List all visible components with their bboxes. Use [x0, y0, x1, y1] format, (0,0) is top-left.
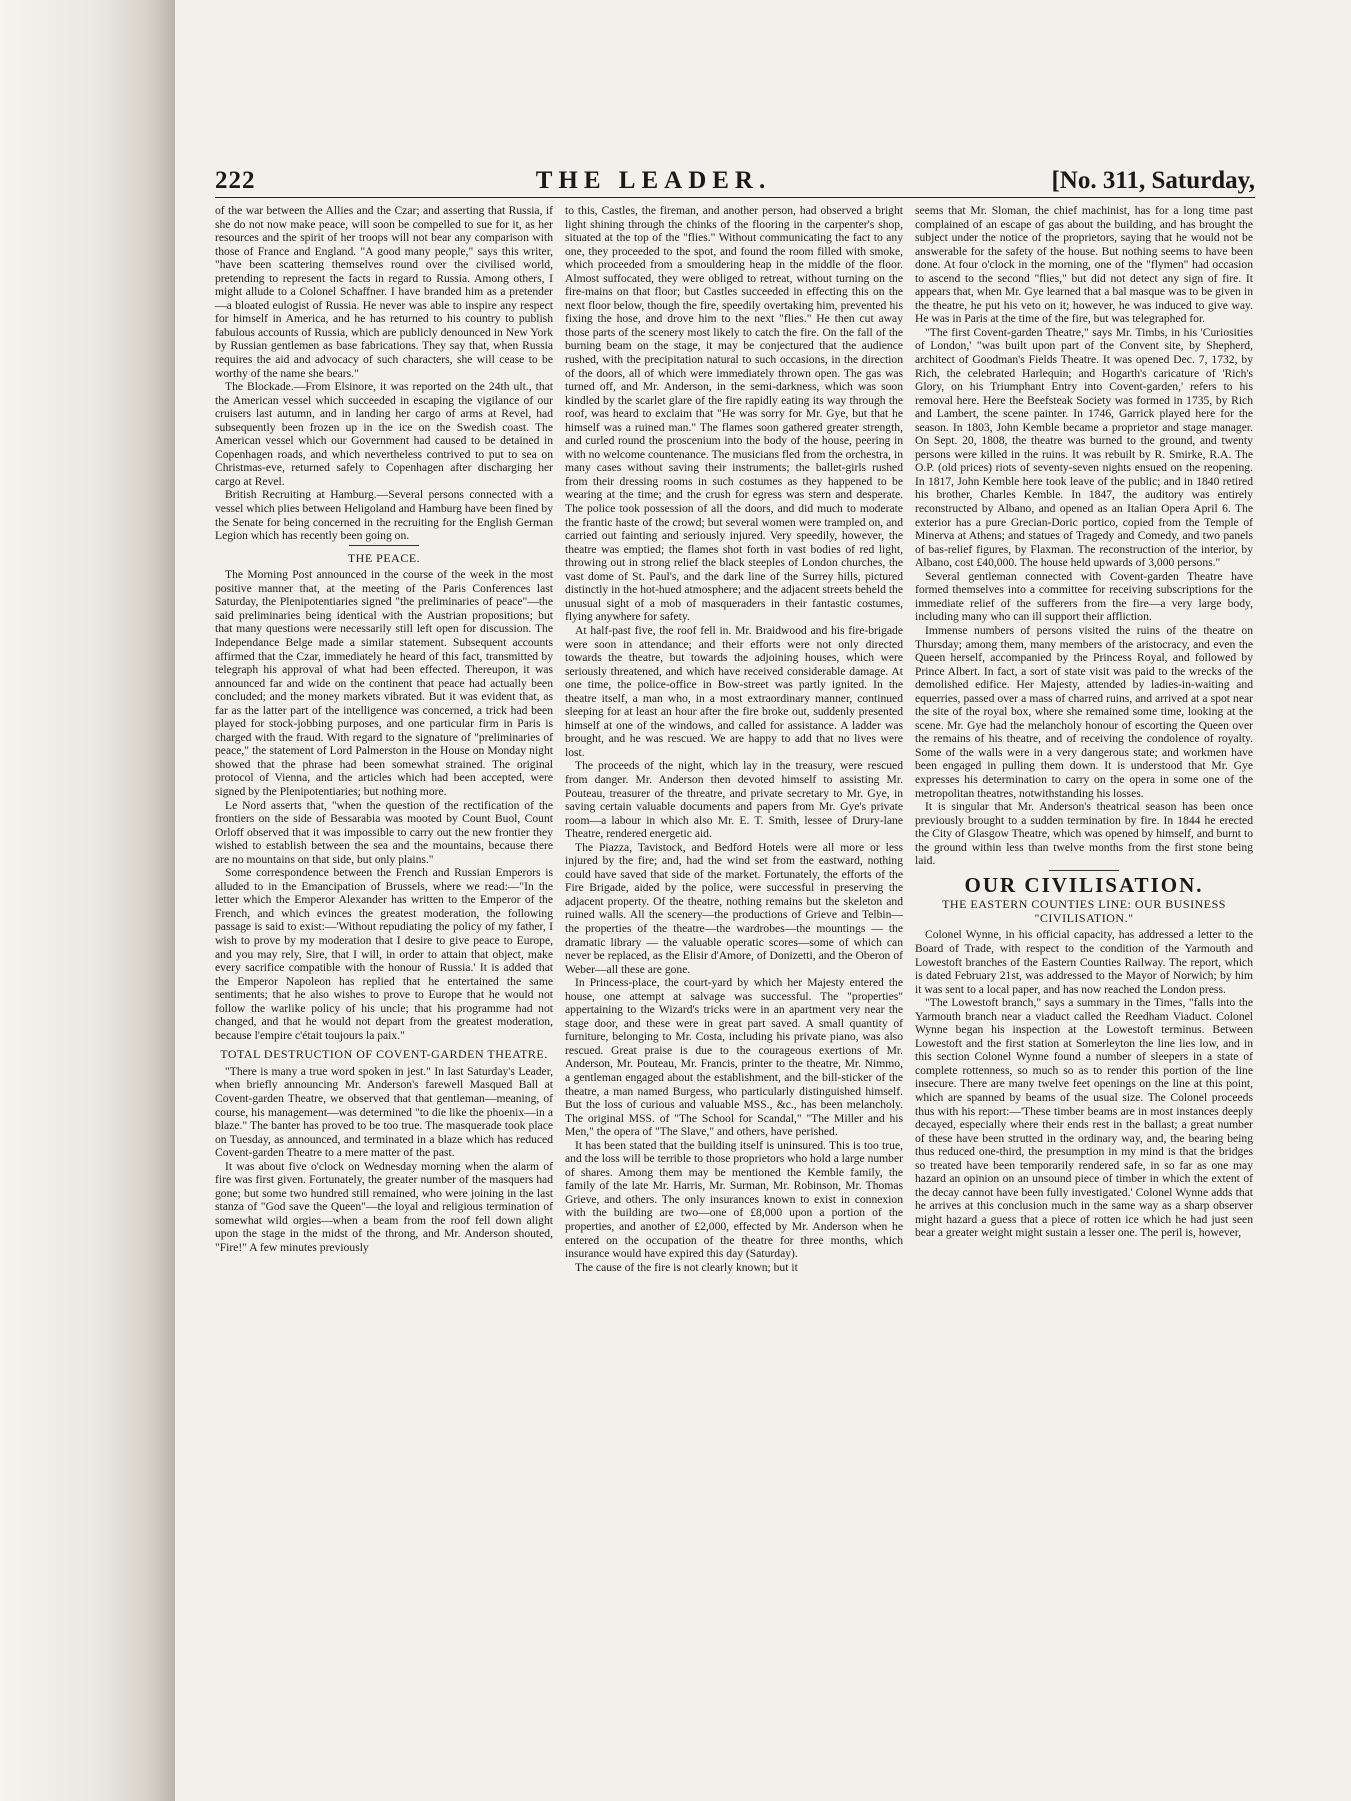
paragraph: Immense numbers of persons visited the ruins of the theatre on Thursday; among them, many members of the aristocracy, and even the Queen herself, accompanied by the Princess Royal, and followed by Prince Albert. In fact, a sort of state visit was paid to the wrecks of the demolished edifice. Her Majesty, attended by ladies-in-waiting and equerries, passed over a mass of charred ruins, and arrived at a spot near the site of the royal box, where she remained some time, looking at the scene. Mr. Gye had the melancholy honour of escorting the Queen over the remains of his theatre, and of receiving the condolence of royalty. Some of the walls were in a very dangerous state; and workmen have been engaged in pulling them down. It is understood that Mr. Gye expresses his determination to carry on the opera in some one of the metropolitan theatres, notwithstanding his losses.: [915, 623, 1253, 800]
page-number: 222: [215, 167, 256, 194]
paragraph: British Recruiting at Hamburg.—Several persons connected with a vessel which plies between Heligoland and Hamburg have been fined by the Senate for being concerned in the recruiting for the English German Legion which has recently been going on.: [215, 488, 553, 543]
paragraph: of the war between the Allies and the Czar; and asserting that Russia, if she do not now make peace, will soon be compelled to sue for it, as her resources and the spirit of her troops will not bear any comparison with those of France and England. "A good many people," says this writer, "have been scattering themselves round over the civilised world, pretending to represent the facts in regard to Russia. Among others, I might allude to a Colonel Schaffner. I have branded him as a pretender—a bloated eulogist of Russia. He never was able to inspire any respect for himself in America, and he has returned to his country to publish fabulous accounts of Russia, which are publicly denounced in New York by Russian gentlemen as base fabrications. They say that, when Russia requires the aid and advocacy of such characters, she will cease to be worthy of the name she bears.": [215, 204, 553, 380]
paragraph: The Piazza, Tavistock, and Bedford Hotels were all more or less injured by the fire; and, had the wind set from the eastward, nothing could have saved that side of the market. Fortunately, the efforts of the Fire Brigade, aided by the police, were successful in preserving the adjacent property. Of the theatre, nothing remains but the skeleton and ruined walls. All the scenery—the productions of Grieve and Telbin—the properties of the theatre—the wardrobes—the mountings — the dramatic library — the valuable operatic scores—some of which can never be replaced, as the Elisir d'Amore, of Donizetti, and the Oberon of Weber—all these are gone.: [565, 840, 903, 976]
paragraph: Some correspondence between the French and Russian Emperors is alluded to in the Emancipation of Brussels, where we read:—"In the letter which the Emperor Alexander has written to the Emperor of the French, and which evinces the greatest moderation, the following passage is said to exist:—'Without repudiating the policy of my father, I wish to prove by my moderation that I desire to give peace to Europe, and you may rely, Sire, that I will, in order to attain that object, make every sacrifice compatible with the honour of Russia.' It is added that the Emperor Napoleon has replied that he entertained the same sentiments; that he also wishes to prove to Europe that he would not follow the warlike policy of his uncle; that his programme had not changed, and that he would not depart from the greatest moderation, because l'empire c'était toujours la paix.": [215, 866, 553, 1042]
column-3: [915, 204, 1253, 1684]
paragraph: Le Nord asserts that, "when the question of the rectification of the frontiers on the side of Bessarabia was mooted by Count Buol, Count Orloff observed that it was impossible to carry out the new frontier they wished to establish between the sea and the mountains, because there are no mountains on that side, but only plains.": [215, 798, 553, 866]
paragraph: The cause of the fire is not clearly known; but it: [575, 1260, 798, 1274]
paragraph: The Morning Post announced in the course of the week in the most positive manner that, at the meeting of the Paris Conferences last Saturday, the Plenipotentiaries signed "the preliminaries of peace"—the said preliminaries being identical with the Austrian propositions; but that many questions were necessarily still left open for discussion. The Independance Belge made a similar statement. Subsequent accounts affirmed that the Czar, immediately he heard of this fact, transmitted by telegraph his approval of what had been effected. Thereupon, it was announced far and wide on the continent that peace had actually been concluded; and the money markets vibrated. But it was evident that, as far as the latter part of the intelligence was concerned, a trick had been played for stock-jobbing purposes, and one particular firm in Paris is charged with the fraud. With regard to the signature of "preliminaries of peace," the statement of Lord Palmerston in the House on Monday night showed that the phrase had been somewhat strained. The original protocol of Vienna, and the articles which had been accepted, were signed by the Plenipotentiaries; but nothing more.: [215, 568, 553, 798]
paragraph: It was about five o'clock on Wednesday morning when the alarm of fire was first given. Fortunately, the greater number of the masquers had gone; but some two hundred still remained, who were joining in the last stanza of "God save the Queen"—the loyal and religious termination of somewhat wild orgies—when a beam from the roof fell down alight upon the stage in the midst of the throng, and Mr. Anderson shouted, "Fire!" A few minutes previously: [215, 1159, 553, 1255]
paragraph: At half-past five, the roof fell in. Mr. Braidwood and his fire-brigade were soon in attendance; and their efforts were not only directed towards the theatre, but towards the adjoining houses, which were seriously threatened, and which have received considerable damage. At one time, the police-office in Bow-street was partly ignited. In the theatre itself, a man who, in a most extraordinary manner, continued sleeping for at least an hour after the fire broke out, suddenly presented himself at one of the windows, and called for assistance. A ladder was brought, and he was rescued. We are happy to add that no lives were lost.: [565, 623, 903, 759]
paragraph: seems that Mr. Sloman, the chief machinist, has for a long time past complained of an escape of gas about the building, and has brought the subject under the notice of the proprietors, saying that he would not be answerable for the safety of the house. But nothing seems to have been done. At four o'clock in the morning, one of the "flymen" had occasion to ascend to the second "flies," but did not detect any sign of fire. It appears that, when Mr. Gye learned that a bal masque was to be given in the theatre, he put his veto on it; however, he was induced to give way. He was in Paris at the time of the fire, but was telegraphed for.: [915, 204, 1253, 326]
paragraph: The Blockade.—From Elsinore, it was reported on the 24th ult., that the American vessel which succeeded in escaping the vigilance of our cruisers last autumn, and in landing her cargo of arms at Revel, had subsequently been frozen up in the ice on the Swedish coast. The American vessel which our Government had caused to be detained in Copenhagen roads, and which nevertheless contrived to put to sea on Christmas-eve, returned safely to Copenhagen after discharging her cargo at Revel.: [215, 380, 553, 488]
column-1: [215, 204, 553, 1684]
masthead: THE LEADER.: [535, 167, 772, 194]
columns: [215, 204, 1255, 1684]
page-header: [215, 165, 1255, 198]
paragraph: "The first Covent-garden Theatre," says Mr. Timbs, in his 'Curiosities of London,' "was built upon part of the Convent site, by Shepherd, architect of Goodman's Fields Theatre. It was opened Dec. 7, 1732, by Rich, the celebrated Harlequin; and Hogarth's caricature of 'Rich's Glory, on his Triumphant Entry into Covent-garden,' refers to his removal here. Here the Beefsteak Society was formed in 1735, by Rich and Lambert, the scene painter. In 1746, Garrick played here for the season. In 1803, John Kemble became a proprietor and stage manager. On Sept. 20, 1808, the theatre was burned to the ground, and twenty persons were killed in the ruins. It was rebuilt by R. Smirke, R.A. The O.P. (old prices) riots of seventy-seven nights ensued on the reopening. In 1817, John Kemble here took leave of the public; and in 1840 retired his brother, Charles Kemble. In 1847, the auditory was entirely reconstructed by Albano, and opened as an Italian Opera April 6. The exterior has a pure Grecian-Doric portico, copied from the Temple of Minerva at Athens; and statues of Tragedy and Comedy, and two panels of bas-relief figures, by Flaxman. The reconstruction of the interior, by Albano, cost £40,000. The house held upwards of 3,000 persons.": [915, 325, 1253, 570]
paragraph: "There is many a true word spoken in jest." In last Saturday's Leader, when briefly announcing Mr. Anderson's farewell Masqued Ball at Covent-garden Theatre, we observed that that gentleman—meaning, of course, his management—was determined "to die like the phoenix—in a blaze." The banter has proved to be too true. The masquerade took place on Tuesday, as announced, and terminated in a blaze which has reduced Covent-garden Theatre to a mere matter of the past.: [215, 1064, 553, 1160]
section-heading: THE PEACE.: [347, 550, 421, 565]
paragraph: Colonel Wynne, in his official capacity, has addressed a letter to the Board of Trade, with respect to the condition of the Yarmouth and Lowestoft branches of the Eastern Counties Railway. The report, which is dated February 21st, was addressed to the Mayor of Norwich; by him it was sent to a local paper, and has now reached the London press.: [915, 928, 1253, 996]
section-title: OUR CIVILISATION.: [964, 872, 1204, 897]
issue-label: [No. 311, Saturday,: [1051, 167, 1255, 194]
newspaper-page: [215, 165, 1255, 1685]
paragraph: to this, Castles, the fireman, and another person, had observed a bright light shining through the chinks of the flooring in the carpenter's shop, situated at the top of the "flies." Without communicating the fact to any one, they proceeded to the spot, and found the room filled with smoke, which proceeded from a smouldering heap in the middle of the floor. Almost suffocated, they were obliged to retreat, without turning on the fire-mains on that floor; but Castles succeeded in effecting this on the next floor below, though the fire, speedily overtaking him, prevented his fixing the hose, and drove him to the next "flies." He then cut away those parts of the scenery most likely to catch the fire. On the fall of the burning beam on the stage, it may be conjectured that the audience rushed, with the precipitation natural to such occasions, in the direction of the doors, all of which were immediately thrown open. The gas was turned off, and Mr. Anderson, in the semi-darkness, which was soon kindled by the scarlet glare of the fire rapidly eating its way through the roof, was heard to exclaim that "He was sorry for Mr. Gye, but that he himself was a ruined man." The flames soon gathered greater strength, and curled round the proscenium into the body of the house, peering in with no welcome countenance. The musicians fled from the orchestra, in many cases without saving their instruments; the ballet-girls rushed from their dressing rooms in such costumes as they happened to be wearing at the time; and the crush for egress was stern and desperate. The police took possession of all the doors, and did much to moderate the frantic haste of the crowd; but several women were trampled on, and carried out fainting and seriously injured. Very speedily, however, the theatre was emptied; the flames shot forth in vast bodies of red light, throwing out in strong relief the black steeples of London churches, the vast dome of St. Paul's, and the dark line of the Surrey hills, pictured distinctly in the hot-hued atmosphere; and the adjacent streets beheld the unusual sight of a mob of masqueraders in their fantastic costumes, flying anywhere for safety.: [565, 204, 903, 624]
section-heading: THE EASTERN COUNTIES LINE: OUR BUSINESS "CIVILISATION.": [942, 897, 1226, 925]
paragraph: In Princess-place, the court-yard by which her Majesty entered the house, one attempt at salvage was successful. The "properties" appertaining to the Wizard's tricks were in an apartment very near the stage door, and these were in great part saved. A small quantity of furniture, belonging to Mr. Costa, including his private piano, was also rescued. Great praise is due to the courageous exertions of Mr. Anderson, Mr. Pouteau, Mr. Francis, printer to the theatre, Mr. Nimmo, a gentleman engaged about the establishment, and the bill-sticker of the theatre, a man named Burgess, who particularly distinguished himself. But the loss of curious and valuable MSS., &c., has been melancholy. The original MSS. of "The School for Scandal," "The Miller and his Men," the opera of "The Slave," and others, have perished.: [565, 976, 903, 1139]
paragraph: It is singular that Mr. Anderson's theatrical season has been once previously brought to a sudden termination by fire. In 1844 he erected the City of Glasgow Theatre, which was opened by himself, and burnt to the ground within less than twelve months from the first stone being laid.: [915, 800, 1253, 868]
paragraph: The proceeds of the night, which lay in the treasury, were rescued from danger. Mr. Anderson then devoted himself to assisting Mr. Pouteau, treasurer of the threatre, and private secretary to Mr. Gye, in saving certain valuable documents and papers from Mr. Gye's private room—a labour in which also Mr. E. T. Smith, lessee of Drury-lane Theatre, rendered energetic aid.: [565, 759, 903, 841]
section-heading: TOTAL DESTRUCTION OF COVENT-GARDEN THEATRE.: [220, 1047, 548, 1062]
binding-shadow: [0, 0, 175, 1801]
divider: [349, 545, 419, 546]
column-2: [565, 204, 903, 1684]
paragraph: Several gentleman connected with Covent-garden Theatre have formed themselves into a committee for receiving subscriptions for the immediate relief of the sufferers from the fire—a very large body, including many who can ill support their affliction.: [915, 569, 1253, 624]
paragraph: It has been stated that the building itself is uninsured. This is too true, and the loss will be terrible to those proprietors who hold a large number of shares. Among them may be mentioned the Kemble family, the family of the late Mr. Harris, Mr. Surman, Mr. Robinson, Mr. Thomas Grieve, and others. The only insurances known to exist in connexion with the building are two—one of £8,000 upon a portion of the properties, and another of £2,000, effected by Mr. Anderson when he entered on the occupation of the theatre for three months, which insurance would have expired this day (Saturday).: [565, 1138, 903, 1261]
divider: [1049, 870, 1119, 871]
paragraph: "The Lowestoft branch," says a summary in the Times, "falls into the Yarmouth branch near a viaduct called the Reedham Viaduct. Colonel Wynne began his inspection at the Lowestoft terminus. Between Lowestoft and the first station at Somerleyton the line lies low, and in this section Colonel Wynne found a number of sleepers in a state of complete rottenness, so much so as to render this portion of the line insecure. There are many twelve feet openings on the line at this point, which are spanned by beams of the usual size. The Colonel proceeds thus with his report:—'These timber beams are in most instances deeply decayed, especially where their ends rest in the ballast; a great number of these have been strutted in the ordinary way, and, the bearing being thus reduced one-third, the presumption in my mind is that the bridges so treated have been temporarily rendered safe, in so far as one may hazard an opinion on an unsound piece of timber in which the extent of the decay cannot have been fully investigated.' Colonel Wynne adds that he arrives at this conclusion much in the same way as a sharp observer might hazard a guess that a piece of rotten ice which he had just seen bear a greater weight might sustain a lesser one. The peril is, however,: [915, 996, 1253, 1240]
